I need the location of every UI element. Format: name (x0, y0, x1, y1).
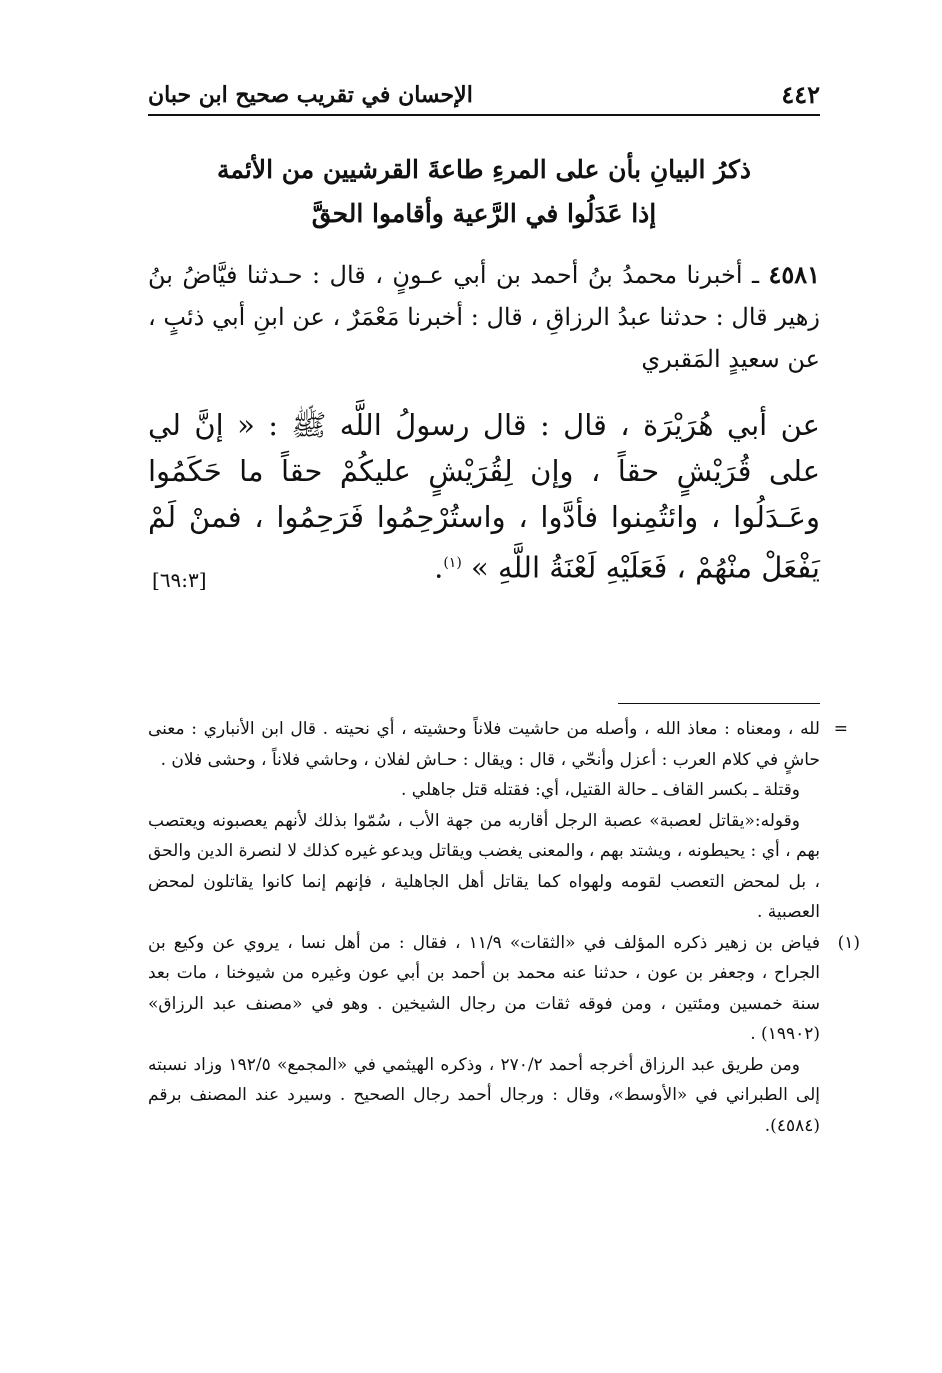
footnote-reference: (١) (443, 555, 462, 571)
hadith-number: ٤٥٨١ (768, 260, 820, 289)
footnote-paragraph: وقوله:«يقاتل لعصبة» عصبة الرجل أقاربه من جهة الأب ، سُمّوا بذلك لأنهم يعصبونه ويعتصب بهم ، أي : يحيطونه ، ويشتد بهم ، والمعنى يغضب ويقاتل ويدعو غيره كذلك لا لنصرة الدين والحق ، بل لمحض التعصب لقومه ولهواه كما يقاتل أهل الجاهلية ، فإنهم إنما كانوا يقاتلون لمحض العصبية . (148, 810, 820, 922)
footnotes (148, 714, 860, 1141)
footnote-paragraph: وقتلة ـ بكسر القاف ـ حالة القتيل، أي: فقتله قتل جاهلي . (400, 780, 800, 800)
source-reference: [٦٩:٣] (152, 568, 207, 592)
footnote-continuation-text: لله ، ومعناه : معاذ الله ، وأصله من حاشيت فلاناً وحشيته ، أي نحيته . قال ابن الأنباري : معنى حاشٍ في كلام العرب : أعزل وأنحّي ، قال : ويقال : حـاش لفلان ، وحاشي فلاناً ، وحشى فلان . (148, 719, 820, 770)
hadith-matn (148, 402, 820, 591)
page-number: ٤٤٢ (781, 80, 820, 109)
footnote-paragraph: ومن طريق عبد الرزاق أخرجه أحمد ٢٧٠/٢ ، وذكره الهيثمي في «المجمع» ١٩٢/٥ وزاد نسبته إلى الطبراني في «الأوسط»، وقال : ورجال أحمد رجال الصحيح . وسيرد عند المصنف برقم (٤٥٨٤). (148, 1054, 820, 1136)
footnote-1-marker: (١) (837, 932, 860, 953)
running-title: الإحسان في تقريب صحيح ابن حبان (148, 82, 473, 108)
isnad-text: ـ أخبرنا محمدُ بنُ أحمد بن أبي عـونٍ ، قال : حـدثنا فيَّاضُ بنُ زهير قال : حدثنا عبدُ الرزاقِ ، قال : أخبرنا مَعْمَرٌ ، عن ابنِ أبي ذئبٍ ، عن سعيدٍ المَقبري (148, 261, 820, 373)
chapter-heading (148, 148, 820, 236)
hadith-isnad (148, 254, 820, 380)
matn-period: . (434, 550, 444, 585)
chapter-heading-line-2: إذا عَدَلُوا في الرَّعية وأقاموا الحقَّ (311, 199, 657, 228)
matn-text: عن أبي هُرَيْرَة ، قال : قال رسولُ اللَّه ﷺ : « إنَّ لي على قُرَيْشٍ حقاً ، وإن لِقُرَيْشٍ عليكُمْ حقاً ما حَكَمُوا وعَـدَلُوا ، وائتُمِنوا فأدَّوا ، واستُرْحِمُوا فَرَحِمُوا ، فمنْ لَمْ يَفْعَلْ منْهُمْ ، فَعَلَيْهِ لَعْنَةُ اللَّهِ » (148, 408, 820, 585)
footnote-separator (618, 703, 820, 704)
footnote-1-text: فياض بن زهير ذكره المؤلف في «الثقات» ١١/٩ ، فقال : من أهل نسا ، يروي عن وكيع بن الجراح ، وجعفر بن عون ، حدثنا عنه محمد بن أحمد بن أبي عون وغيره من شيوخنا ، مات بعد سنة خمسين ومئتين ، ومن فوقه ثقات من رجال الشيخين . وهو في «مصنف عبد الرزاق» (١٩٩٠٢) . (148, 932, 821, 1044)
footnote-continuation (148, 714, 848, 775)
running-header (148, 78, 820, 116)
continuation-marker: = (833, 719, 848, 739)
chapter-heading-line-1: ذكرُ البيانِ بأن على المرءِ طاعةَ القرشيين من الأئمة (217, 155, 751, 184)
footnote-1 (148, 928, 860, 1050)
